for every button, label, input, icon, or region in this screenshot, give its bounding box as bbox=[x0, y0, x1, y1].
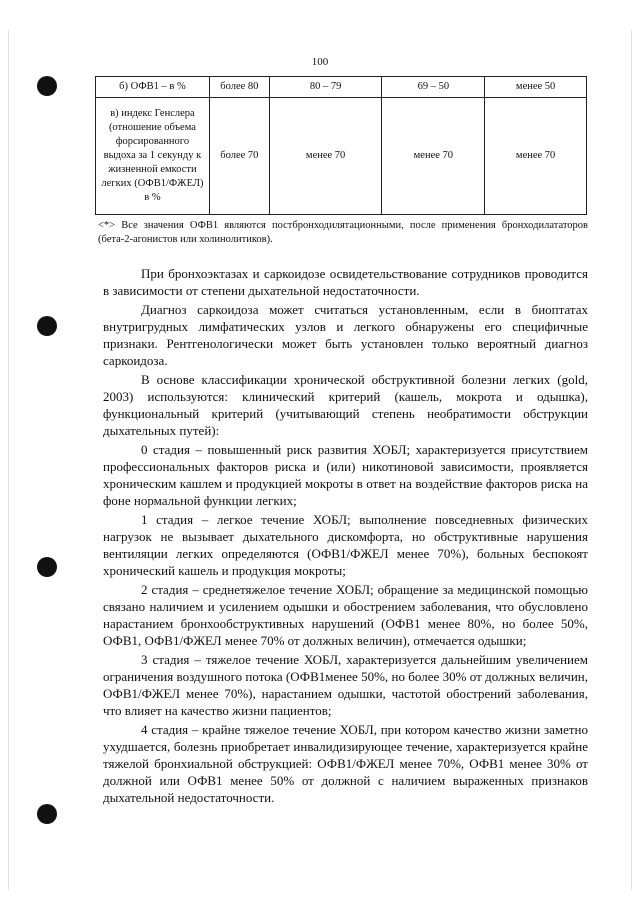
table-cell: 80 – 79 bbox=[269, 77, 382, 98]
table-cell: более 80 bbox=[209, 77, 269, 98]
paragraph: В основе классификации хронической обструктивной болезни легких (gold, 2003) используются: клинический критерий (кашель, мокрота и одышка), функциональный критерий (учитывающий степень необратимости обструкции дыхательных путей): bbox=[103, 372, 588, 438]
page-number: 100 bbox=[311, 56, 329, 68]
table-row bbox=[96, 77, 587, 98]
table-cell: менее 70 bbox=[382, 98, 485, 215]
scan-edge-right bbox=[631, 30, 632, 890]
criteria-table bbox=[95, 76, 587, 215]
table-cell: более 70 bbox=[209, 98, 269, 215]
table-footnote: <*> Все значения ОФВ1 являются постбронходилятационными, после применения бронходилататоров (бета-2-агонистов или холинолитиков). bbox=[98, 220, 588, 245]
paragraph: 4 стадия – крайне тяжелое течение ХОБЛ, при котором качество жизни заметно ухудшается, болезнь приобретает инвалидизирующее течение, характеризуется крайне тяжелой бронхиальной обструкцией: ОФВ1/ФЖЕЛ менее 70%, ОФВ1 менее 30% от должной или ОФВ1 менее 50% от должной с наличием выраженных признаков дыхательной недостаточности. bbox=[103, 722, 588, 805]
paragraph: 0 стадия – повышенный риск развития ХОБЛ; характеризуется присутствием профессиональных факторов риска и (или) никотиновой зависимости, проявляется хроническим кашлем и продукцией мокроты в ответ на воздействие факторов риска на фоне нормальной функции легких; bbox=[103, 442, 588, 508]
paragraph: При бронхоэктазах и саркоидозе освидетельствование сотрудников проводится в зависимости от степени дыхательной недостаточности. bbox=[103, 266, 588, 298]
table-cell: 69 – 50 bbox=[382, 77, 485, 98]
table-cell: менее 70 bbox=[485, 98, 587, 215]
paragraph: 3 стадия – тяжелое течение ХОБЛ, характеризуется дальнейшим увеличением ограничения воздушного потока (ОФВ1менее 50%, но более 30% от должных величин, ОФВ1/ФЖЕЛ менее 70%), нарастанием одышки, частотой обострений заболевания, что влияет на качество жизни пациентов; bbox=[103, 652, 588, 718]
punch-hole-2 bbox=[37, 316, 57, 336]
body-text bbox=[103, 265, 588, 808]
paragraph: 2 стадия – среднетяжелое течение ХОБЛ; обращение за медицинской помощью связано наличием и усилением одышки и обострением заболевания, что обусловлено нарастанием бронхообструктивных нарушений (ОФВ1 менее 80%, но более 50%, ОФВ1, ОФВ1/ФЖЕЛ менее 70% от должных величин), отмечается одышки; bbox=[103, 582, 588, 648]
punch-hole-3 bbox=[37, 557, 57, 577]
table-cell: менее 70 bbox=[269, 98, 382, 215]
paragraph: Диагноз саркоидоза может считаться установленным, если в биоптатах внутригрудных лимфатических узлов и легкого обнаружены его специфичные признаки. Рентгенологически может быть установлен только вероятный диагноз саркоидоза. bbox=[103, 302, 588, 368]
table-row-label: б) ОФВ1 – в % bbox=[96, 77, 210, 98]
punch-hole-4 bbox=[37, 804, 57, 824]
punch-hole-1 bbox=[37, 76, 57, 96]
table-row bbox=[96, 98, 587, 215]
table-row-label: в) индекс Генслера (отношение объема форсированного выдоха за 1 секунду к жизненной емкости легких (ОФВ1/ФЖЕЛ) в % bbox=[96, 98, 210, 215]
table-cell: менее 50 bbox=[485, 77, 587, 98]
paragraph: 1 стадия – легкое течение ХОБЛ; выполнение повседневных физических нагрузок не вызывает дыхательного дискомфорта, но обструктивные нарушения вентиляции легких определяются (ОФВ1/ФЖЕЛ менее 70%), больных беспокоят хронический кашель и продукция мокроты; bbox=[103, 512, 588, 578]
scan-edge-left bbox=[8, 30, 9, 890]
